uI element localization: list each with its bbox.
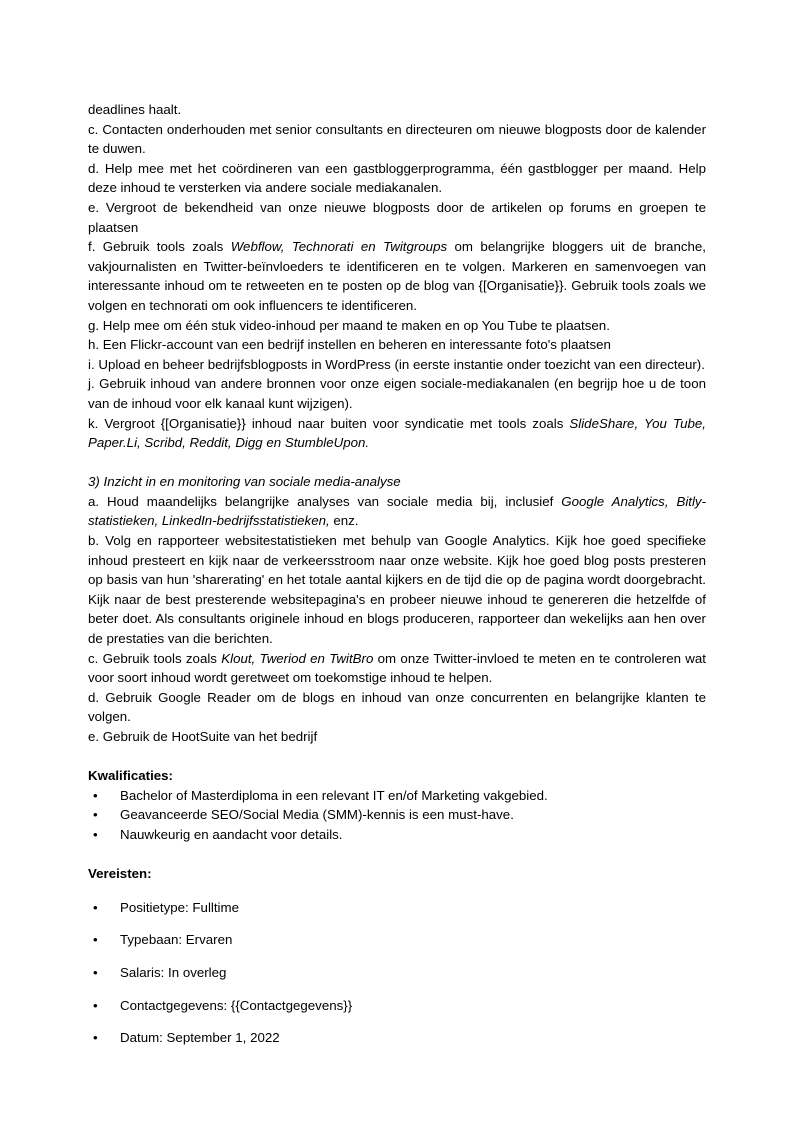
spacer-before-requirements (88, 845, 706, 865)
requirement-text: Salaris: In overleg (120, 964, 227, 980)
qualifications-list (88, 786, 706, 845)
paragraph-item-g (88, 316, 706, 336)
section3-item-c-rest: om onze Twitter-invloed te meten en te controleren wat voor soort inhoud wordt geretweet om toekomstige inhoud te helpen. (88, 650, 706, 686)
item-f-text-rest: om belangrijke bloggers uit de branche, vakjournalisten en Twitter-beïnvloeders te identificeren en te volgen. Markeren en samenvoegen van interessante inhoud om te retweeten en te posten op de blog van {[Organisatie}}. Gebruik tools zoals we volgen en technorati om ook influencers te identificeren. (88, 239, 706, 313)
requirements-list (88, 898, 706, 1048)
item-k-tools-italic: SlideShare, You Tube, Paper.Li, Scribd, Reddit, Digg en StumbleUpon. (88, 415, 706, 451)
paragraph-section3-item-a (88, 492, 706, 531)
paragraph-section3-item-d (88, 688, 706, 727)
paragraph-item-d (88, 159, 706, 198)
list-item (88, 996, 706, 1016)
item-f-tools-italic: Webflow, Technorati en Twitgroups (230, 239, 448, 255)
requirements-heading-text: Vereisten: (88, 866, 152, 882)
list-item (88, 825, 706, 845)
item-e-text: e. Vergroot de bekendheid van onze nieuwe blogposts door de artikelen op forums en groepen te plaatsen (88, 199, 706, 235)
section-3-heading (88, 472, 706, 492)
spacer-before-qualifications (88, 747, 706, 767)
paragraph-section3-item-b (88, 531, 706, 649)
paragraph-item-h (88, 335, 706, 355)
spacer-after-requirements-heading (88, 884, 706, 898)
section3-item-c-lead: c. Gebruik tools zoals (88, 650, 222, 666)
bullet-icon: • (93, 899, 98, 915)
bullet-icon: • (93, 964, 98, 980)
section3-item-c-italic: Klout, Tweriod en TwitBro (221, 650, 374, 666)
bullet-icon: • (93, 826, 98, 842)
paragraph-section3-item-c (88, 649, 706, 688)
bullet-icon: • (93, 807, 98, 823)
bullet-icon: • (93, 997, 98, 1013)
section3-item-b-text: b. Volg en rapporteer websitestatistieken met behulp van Google Analytics. Kijk hoe goed specifieke inhoud presteert en kijk naar de verkeersstroom naar onze website. Kijk hoe goed blog posts presteren op basis van hun 'sharerating' en het totale aantal kijkers en de tijd die op de pagina wordt doorgebracht. Kijk naar de best presterende websitepagina's en probeer nieuwe inhoud te genereren die hetzelfde of beter doet. Als consultants originele inhoud en blogs produceren, rapporteer dan wekelijks aan hen over de prestaties van die berichten. (88, 533, 706, 647)
section3-item-a-rest: enz. (329, 513, 359, 529)
item-g-text: g. Help mee om één stuk video-inhoud per maand te maken en op You Tube te plaatsen. (88, 317, 610, 333)
requirement-text: Datum: September 1, 2022 (120, 1030, 280, 1046)
item-c-text: c. Contacten onderhouden met senior consultants en directeuren om nieuwe blogposts door de kalender te duwen. (88, 121, 706, 157)
list-item (88, 963, 706, 983)
section3-item-d-text: d. Gebruik Google Reader om de blogs en inhoud van onze concurrenten en belangrijke klanten te volgen. (88, 689, 706, 725)
list-item (88, 930, 706, 950)
bullet-icon: • (93, 932, 98, 948)
qualification-text: Bachelor of Masterdiploma in een relevant IT en/of Marketing vakgebied. (120, 787, 548, 803)
qualifications-heading-text: Kwalificaties: (88, 768, 173, 784)
item-k-text-lead: k. Vergroot {[Organisatie}} inhoud naar buiten voor syndicatie met tools zoals (88, 415, 570, 431)
paragraph-item-i (88, 355, 706, 375)
requirement-text: Positietype: Fulltime (120, 899, 239, 915)
paragraph-item-f (88, 237, 706, 315)
qualification-text: Geavanceerde SEO/Social Media (SMM)-kennis is een must-have. (120, 807, 514, 823)
paragraph-carry-over (88, 100, 706, 120)
paragraph-item-c (88, 120, 706, 159)
item-i-text: i. Upload en beheer bedrijfsblogposts in WordPress (in eerste instantie onder toezicht van een directeur). (88, 356, 705, 372)
bullet-icon: • (93, 787, 98, 803)
paragraph-item-e (88, 198, 706, 237)
list-item (88, 898, 706, 918)
section3-item-a-italic: Google Analytics, Bitly-statistieken, LinkedIn-bedrijfsstatistieken, (88, 493, 706, 529)
document-body (88, 100, 706, 1061)
list-item (88, 786, 706, 806)
item-f-text-lead: f. Gebruik tools zoals (88, 239, 231, 255)
list-item (88, 1028, 706, 1048)
carry-over-text: deadlines haalt. (88, 102, 182, 117)
requirement-text: Typebaan: Ervaren (120, 932, 233, 948)
requirement-text: Contactgegevens: {{Contactgegevens}} (120, 997, 353, 1013)
section3-item-e-text: e. Gebruik de HootSuite van het bedrijf (88, 729, 318, 744)
section-3-heading-text: 3) Inzicht in en monitoring van sociale media-analyse (88, 474, 401, 490)
qualifications-heading (88, 766, 706, 786)
requirements-heading (88, 864, 706, 884)
spacer-before-section3 (88, 453, 706, 473)
bullet-icon: • (93, 1030, 98, 1046)
list-item (88, 805, 706, 825)
item-d-text: d. Help mee met het coördineren van een gastbloggerprogramma, één gastblogger per maand. Help deze inhoud te versterken via andere sociale mediakanalen. (88, 160, 706, 196)
paragraph-item-j (88, 374, 706, 413)
paragraph-section3-item-e (88, 727, 706, 747)
qualification-text: Nauwkeurig en aandacht voor details. (120, 826, 343, 842)
item-h-text: h. Een Flickr-account van een bedrijf instellen en beheren en interessante foto's plaatsen (88, 337, 611, 353)
section3-item-a-lead: a. Houd maandelijks belangrijke analyses van sociale media bij, inclusief (88, 493, 562, 509)
item-j-text: j. Gebruik inhoud van andere bronnen voor onze eigen sociale-mediakanalen (en begrijp hoe u de toon van de inhoud voor elk kanaal kunt wijzigen). (88, 376, 706, 411)
paragraph-item-k (88, 414, 706, 453)
